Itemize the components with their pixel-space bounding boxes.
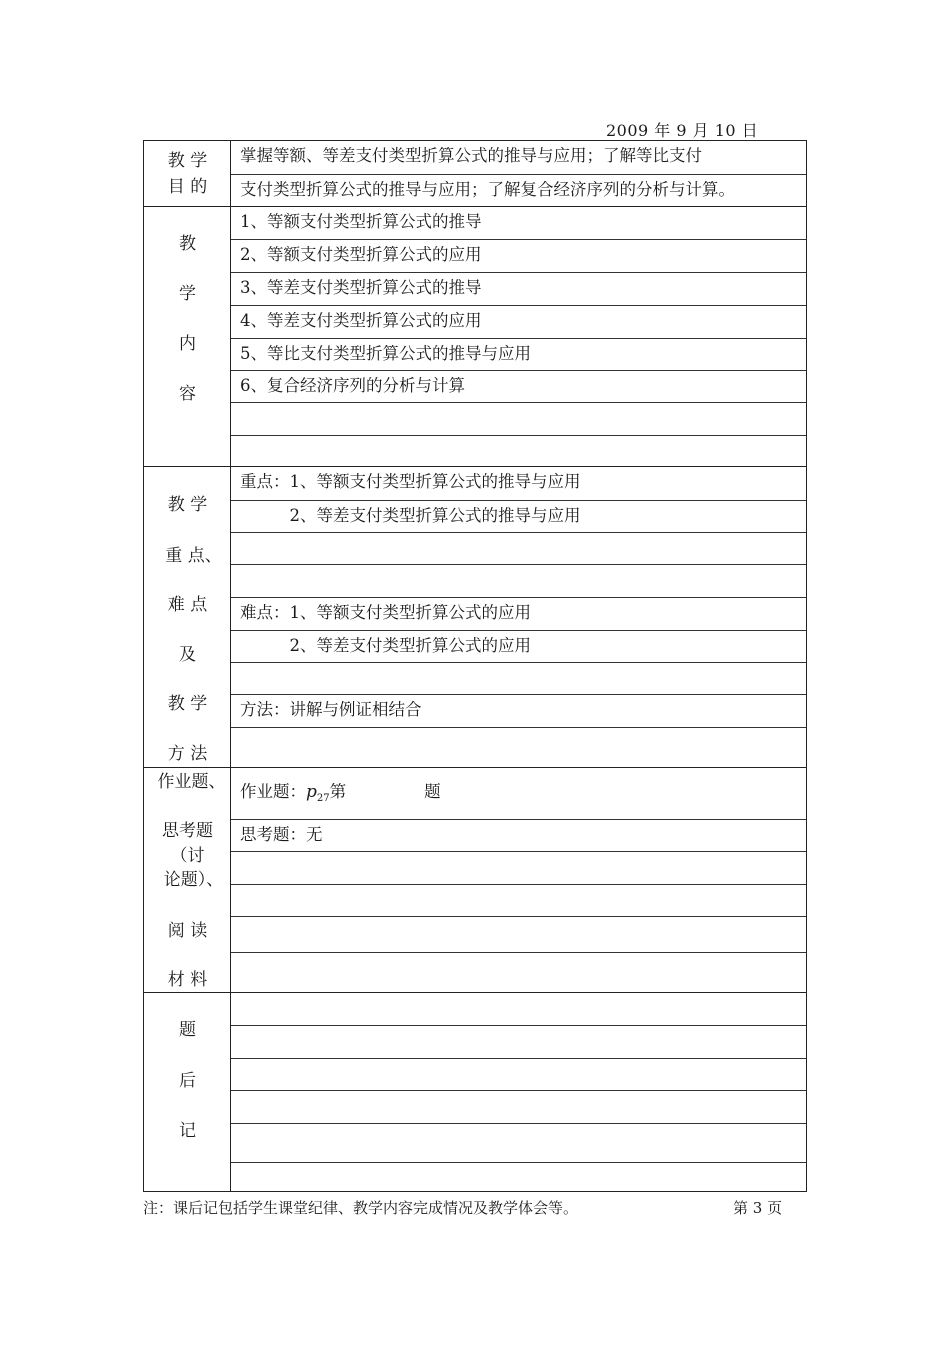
keypoints-row-8: 方法：讲解与例证相结合: [231, 694, 806, 727]
label-cell-objective: [144, 141, 231, 207]
afterword-row-2: [231, 1025, 806, 1058]
afterword-row-4: [231, 1090, 806, 1123]
homework-row-3: [231, 851, 806, 884]
homework-row-5: [231, 916, 806, 952]
label-cell-content: [144, 207, 231, 467]
label-homework-line5: 阅 读: [167, 921, 208, 941]
section-afterword: [144, 993, 806, 1191]
label-homework-line6: 材 料: [167, 970, 208, 990]
homework-prefix: 作业题：: [240, 782, 306, 801]
label-afterword-char1: 题: [179, 1020, 196, 1040]
label-content-char1: 教: [179, 234, 196, 254]
homework-row-2: 思考题：无: [231, 819, 806, 851]
label-homework-line1: 作业题、: [157, 772, 226, 792]
label-objective-line2: 目 的: [167, 177, 208, 197]
label-content-char3: 内: [179, 334, 196, 354]
homework-mid: 第: [329, 782, 347, 801]
objective-row-1: 掌握等额、等差支付类型折算公式的推导与应用；了解等比支付: [240, 146, 702, 165]
label-cell-homework: [144, 768, 231, 993]
keypoints-row-9: [231, 727, 806, 768]
keypoints-row-3: [231, 532, 806, 564]
label-content-char2: 学: [179, 284, 196, 304]
label-keypoints-line4: 及: [179, 645, 196, 665]
page-number: 第 3 页: [733, 1199, 783, 1217]
section-keypoints: [144, 467, 806, 768]
date-line: 2009 年 9 月 10 日: [606, 121, 759, 140]
label-cell-keypoints: [144, 467, 231, 768]
label-cell-afterword: [144, 993, 231, 1191]
content-row-5: 5、等比支付类型折算公式的推导与应用: [231, 338, 806, 370]
content-row-6: 6、复合经济序列的分析与计算: [231, 370, 806, 402]
afterword-row-5: [231, 1123, 806, 1162]
label-keypoints-line2: 重 点、: [165, 546, 222, 566]
label-keypoints-line1: 教 学: [167, 495, 208, 515]
label-homework-line2: 思考题: [162, 821, 213, 841]
content-row-4: 4、等差支付类型折算公式的应用: [231, 305, 806, 338]
label-afterword-char2: 后: [179, 1071, 196, 1091]
label-keypoints-line3: 难 点: [167, 595, 208, 615]
keypoints-row-7: [231, 662, 806, 694]
lesson-plan-table: [143, 140, 807, 1192]
keypoints-row-5: 难点：1、等额支付类型折算公式的应用: [231, 597, 806, 630]
label-homework-line3: （讨: [170, 846, 205, 866]
afterword-row-1: [231, 993, 806, 1025]
homework-row-4: [231, 884, 806, 916]
homework-end: 题: [424, 782, 441, 801]
content-row-7: [231, 402, 806, 435]
content-row-3: 3、等差支付类型折算公式的推导: [231, 272, 806, 305]
content-row-1: 1、等额支付类型折算公式的推导: [240, 212, 482, 231]
content-row-2: 2、等额支付类型折算公式的应用: [231, 239, 806, 272]
homework-page-number: 27: [316, 793, 330, 804]
homework-page-p: p: [306, 782, 317, 802]
label-keypoints-line5: 教 学: [167, 694, 208, 714]
afterword-row-6: [231, 1162, 806, 1191]
label-content-char4: 容: [179, 384, 196, 404]
homework-row-6: [231, 952, 806, 993]
objective-row-2: 支付类型折算公式的推导与应用；了解复合经济序列的分析与计算。: [231, 174, 806, 207]
section-content: [144, 207, 806, 467]
section-homework: [144, 768, 806, 993]
label-keypoints-line6: 方 法: [167, 744, 208, 764]
footer-note: 注：课后记包括学生课堂纪律、教学内容完成情况及教学体会等。: [143, 1199, 579, 1217]
keypoints-row-4: [231, 564, 806, 597]
afterword-row-3: [231, 1058, 806, 1090]
keypoints-row-2: 2、等差支付类型折算公式的推导与应用: [231, 500, 806, 532]
keypoints-row-6: 2、等差支付类型折算公式的应用: [231, 630, 806, 662]
keypoints-row-1: 重点：1、等额支付类型折算公式的推导与应用: [240, 472, 581, 491]
label-objective-line1: 教 学: [167, 151, 208, 171]
label-homework-line4: 论题）、: [163, 870, 224, 890]
label-afterword-char3: 记: [179, 1121, 196, 1141]
section-objective: [144, 141, 806, 207]
homework-assignment-row: [231, 768, 806, 819]
content-row-8: [231, 435, 806, 467]
